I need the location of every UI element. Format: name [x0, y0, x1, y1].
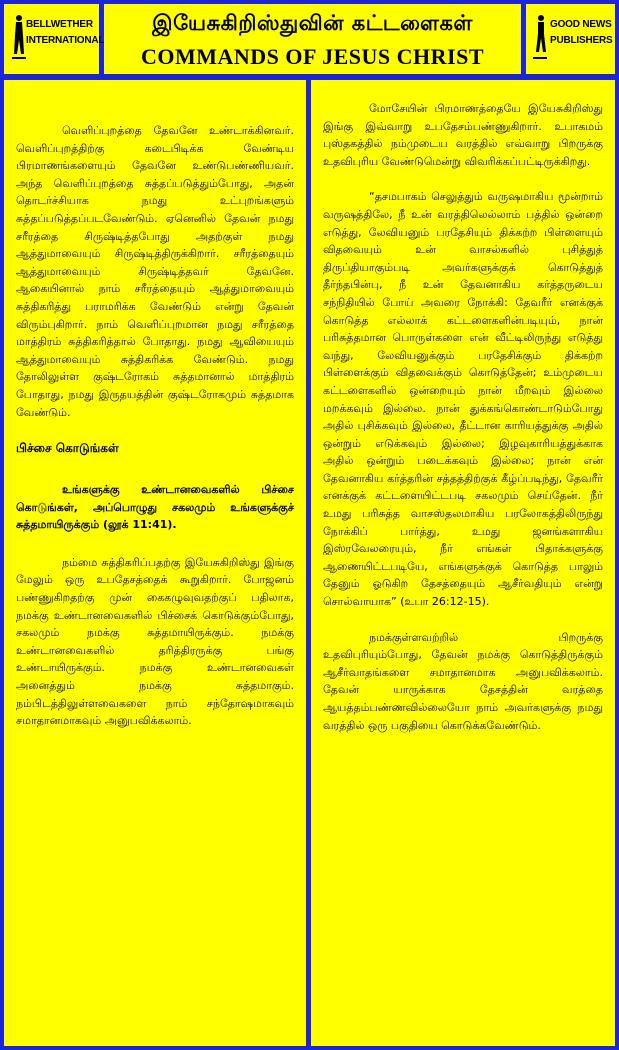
logo-right-line2: PUBLISHERS [550, 35, 613, 46]
shepherd-icon [11, 14, 27, 60]
logo-left-line1: BELLWETHER [26, 19, 93, 30]
page-title-tamil: இயேசுகிறிஸ்துவின் கட்டளைகள் [152, 11, 473, 35]
runner-icon [532, 14, 548, 60]
page-title-english: COMMANDS OF JESUS CHRIST [140, 44, 485, 69]
good-news-logo [526, 4, 615, 74]
section-heading: பிச்சை கொடுங்கள் [16, 441, 119, 456]
left-paragraph-1: வெளிப்புறத்தை தேவனே உண்டாக்கினவர். வெளிப்புறத்திற்கு கடைபிடிக்க வேண்டிய பிரமாணங்களையும் தேவனே உண்டுபண்ணியவர். அந்த வெளிப்புறத்தை சுத்தப்படுத்தும்போது, அதன் தொடர்ச்சியாக நமது உட்புறங்களும் சுத்தப்படுத்தப்படவேண்டும். ஏனெனில் தேவன் நமது சரீரத்தை சிருஷ்டித்தபோது அதற்குள் நமது ஆத்துமாவையும் சிருஷ்டித்திருக்கிறார். சரீரத்தையும் ஆத்துமாவையும் சிருஷ்டித்தவர் தேவனே. ஆகையினால் நாம் சரீரத்தையும் ஆத்துமாவையும் சுத்திகரித்து பராமரிக்க வேண்டும் என்று தேவன் விரும்புகிறார். நாம் வெளிப்புறமான நமது சரீரத்தை மாத்திரம் சுத்திகரித்தால் போதாது. நமது ஆவியையும் ஆத்துமாவையும் சுத்திகரிக்க வேண்டும். நமது தோலிலுள்ள குஷ்டரோகம் சுத்தமானால் மாத்திரம் போதாது, நமது இருதயத்தின் குஷ்டரோகமும் சுத்தமாக வேண்டும். [16, 124, 294, 419]
left-column [4, 80, 306, 1046]
logo-left-line2: INTERNATIONAL [26, 35, 105, 46]
bellwether-logo [4, 4, 105, 74]
right-paragraph-2: “தசமபாகம் செலுத்தும் வருஷமாகிய மூன்றாம் வருஷத்திலே, நீ உன் வரத்திலெல்லாம் பத்தில் ஒன்றை எடுத்து, லேவியனும் பரதேசியும் திக்கற்ற பிள்ளையும் விதவையும் உன் வாசல்களில் புசித்துத் திருப்தியாகும்படி அவர்களுக்குக் கொடுத்துத் தீர்ந்தபின்பு, நீ உன் தேவனாகிய கர்த்தருடைய சந்நிதியில் போய் அவரை நோக்கி: தேவரீர் எனக்குக் கொடுத்த எல்லாக் கட்டளைகளின்படியும், நான் பரிசுத்தமான பொருள்களை என் வீட்டிலிருந்து எடுத்து வந்து, லேவியனுக்கும் பரதேசிக்கும் திக்கற்ற பிள்ளைக்கும் விதவைக்கும் கொடுத்தேன்; உம்முடைய கட்டளைகளில் ஒன்றையும் நான் மீறவும் இல்லை மறக்கவும் இல்லை. நான் துக்கங்கொண்டாடும்போது அதில் புசிக்கவும் இல்லை, தீட்டான காரியத்துக்கு அதில் ஒன்றும் எடுக்கவும் இல்லை; இழவுகாரியத்துக்காக அதில் ஒன்றும் படைக்கவும் இல்லை; நான் என் தேவனாகிய கர்த்தரின் சத்தத்திற்குக் கீழ்ப்படிந்து, தேவரீர் எனக்குக் கட்டளையிட்டபடி சகலமும் செய்தேன். நீர் உமது பரிசுத்த வாசஸ்தலமாகிய பரலோகத்திலிருந்து நோக்கிப் பார்த்து, உமது ஜனங்களாகிய இஸ்ரவேலரையும், நீர் எங்கள் பிதாக்களுக்கு ஆணையிட்டபடியே, எங்களுக்குக் கொடுத்த பாலும் தேனும் ஓடுகிற தேசத்தையும் ஆசீர்வதியும் என்று சொல்வாயாக” (உபா 26:12-15). [323, 190, 603, 609]
scripture-quote: உங்களுக்கு உண்டானவைகளில் பிச்சை கொடுங்கள், அப்பொழுது சகலமும் உங்களுக்குச் சுத்தமாயிருக்கும் (லூக் 11:41). [16, 483, 294, 532]
title-banner [104, 4, 521, 74]
right-paragraph-3: நமக்குள்ளவற்றில் பிறருக்கு உதவிபுரியும்போது, தேவன் நமக்கு கொடுத்திருக்கும் ஆசீர்வாதங்களை சமாதானமாக அனுபவிக்கலாம். தேவன் யாருக்காக தேசத்தின் வரத்தை ஆயத்தம்பண்ணவில்லையோ நாம் அவர்களுக்கு நமது வரத்தில் ஒரு பகுதியை கொடுக்கவேண்டும். [323, 630, 603, 732]
left-paragraph-2: நம்மை சுத்திகரிப்பதற்கு இயேசுகிறிஸ்து இங்கு மேலும் ஒரு உபதேசத்தைக் கூறுகிறார். போஜனம் பண்ணுகிறதற்கு முன் கைகழுவுவதற்குப் பதிலாக, நமக்கு உண்டானவைகளில் பிச்சைக் கொடுக்கும்போது, சகலமும் நமக்கு சுத்தமாயிருக்கும். நமக்கு உண்டானவைகளில் தரித்திரருக்கு பங்கு உண்டாயிருக்கும். நமக்கு உண்டானவைகள் அனைத்தும் நமக்கு சுத்தமாகும். நம்பிடத்திலுள்ளவைகளை நாம் சந்தோஷமாகவும் சமாதானமாகவும் அனுபவிக்கலாம். [16, 555, 294, 728]
right-paragraph-1: மோசேயின் பிரமாணத்தையே இயேசுகிறிஸ்து இங்கு இவ்வாறு உபதேசம்பண்ணுகிறார். உபாகமம் புஸ்தகத்தில் நம்முடைய வரத்தில் எவ்வாறு பிறருக்கு உதவிபுரிய வேண்டுமென்று விவரிக்கப்பட்டிருக்கிறது. [323, 102, 603, 168]
logo-right-line1: GOOD NEWS [550, 19, 612, 30]
right-column [311, 80, 615, 1046]
